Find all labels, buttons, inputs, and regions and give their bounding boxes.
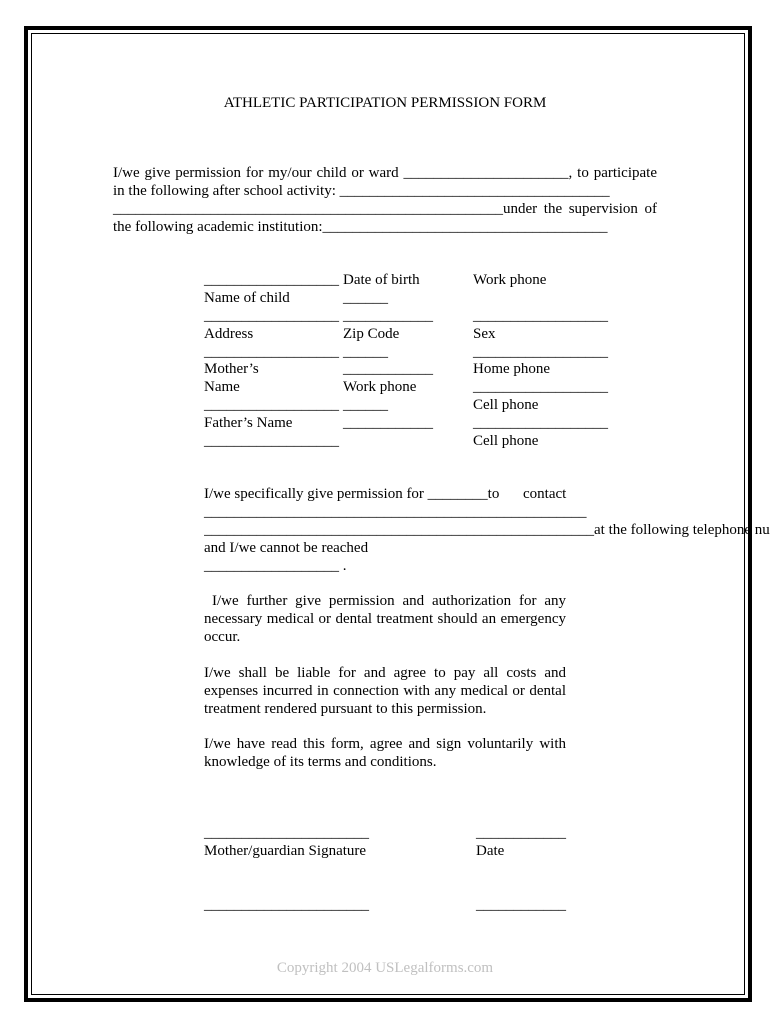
- intro-line: ____________________________________________________under the supervision of: [113, 201, 657, 217]
- paragraph-line: I/we further give permission and authorization for any: [212, 593, 566, 609]
- grid-blank: __________________: [473, 379, 608, 396]
- work-phone-label: Work phone: [343, 379, 417, 396]
- grid-spacer: [343, 432, 473, 450]
- paragraph-line: knowledge of its terms and conditions.: [204, 754, 437, 770]
- telephone-text: at the following telephone nu: [594, 522, 770, 538]
- grid-spacer: [473, 289, 613, 307]
- grid-blank: __________________: [204, 307, 339, 324]
- copyright-footer: Copyright 2004 USLegalforms.com: [276, 960, 494, 976]
- telephone-line: [204, 521, 770, 539]
- grid-blank: __________________: [473, 307, 608, 324]
- date-blank: ____________: [476, 825, 566, 841]
- contact-word: contact: [523, 486, 567, 502]
- unreachable-text: and I/we cannot be reached: [204, 540, 369, 556]
- grid-blank-medium: ____________: [343, 307, 433, 324]
- paragraph-line: I/we shall be liable for and agree to pay all costs and: [204, 665, 566, 681]
- name-of-child-label: Name of child: [204, 289, 290, 306]
- date-blank-2: ____________: [476, 897, 566, 913]
- info-grid: [204, 271, 613, 450]
- cell-phone-label: Cell phone: [473, 433, 539, 450]
- telephone-blank: ____________________________________________________: [204, 522, 594, 538]
- paragraph-line: expenses incurred in connection with any medical or dental: [204, 683, 566, 699]
- cell-phone-label: Cell phone: [473, 397, 539, 414]
- paragraph-line: occur.: [204, 629, 241, 645]
- contact-blank-line: ___________________________________________________: [204, 504, 587, 520]
- unreachable-blank: __________________ .: [204, 558, 347, 574]
- signature-blank-2: ______________________: [204, 897, 369, 913]
- date-of-birth-label: Date of birth: [343, 272, 420, 288]
- grid-blank: __________________: [204, 397, 339, 414]
- grid-blank-short: ______: [343, 343, 388, 360]
- paragraph-line: treatment rendered pursuant to this permission.: [204, 701, 487, 717]
- sex-label: Sex: [473, 325, 496, 342]
- grid-blank: __________________: [473, 343, 608, 360]
- signature-label: Mother/guardian Signature: [204, 843, 367, 859]
- grid-blank: __________________: [204, 272, 339, 288]
- grid-blank: __________________: [473, 415, 608, 432]
- paragraph-line: I/we have read this form, agree and sign voluntarily with: [204, 736, 566, 752]
- grid-blank-short: ______: [343, 289, 388, 306]
- address-label: Address: [204, 325, 254, 342]
- fathers-name-label: Father’s Name: [204, 415, 293, 432]
- signature-blank: ______________________: [204, 825, 369, 841]
- grid-blank-short: ______: [343, 397, 388, 414]
- grid-blank: __________________: [204, 433, 339, 450]
- intro-line: in the following after school activity: ____________________________________: [113, 183, 610, 199]
- mothers-label: Mother’s: [204, 361, 259, 378]
- grid-blank-medium: ____________: [343, 415, 433, 432]
- name-label: Name: [204, 379, 240, 396]
- paragraph-line: necessary medical or dental treatment should an emergency: [204, 611, 566, 627]
- form-title: ATHLETIC PARTICIPATION PERMISSION FORM: [223, 95, 547, 111]
- work-phone-label: Work phone: [473, 272, 547, 288]
- contact-permission-text: I/we specifically give permission for ________to: [204, 486, 500, 502]
- grid-blank-medium: ____________: [343, 361, 433, 378]
- date-label: Date: [476, 843, 505, 859]
- intro-line: I/we give permission for my/our child or ward ______________________, to participate: [113, 165, 657, 181]
- grid-blank: __________________: [204, 343, 339, 360]
- intro-line: the following academic institution:______________________________________: [113, 219, 608, 235]
- home-phone-label: Home phone: [473, 361, 551, 378]
- zip-code-label: Zip Code: [343, 325, 400, 342]
